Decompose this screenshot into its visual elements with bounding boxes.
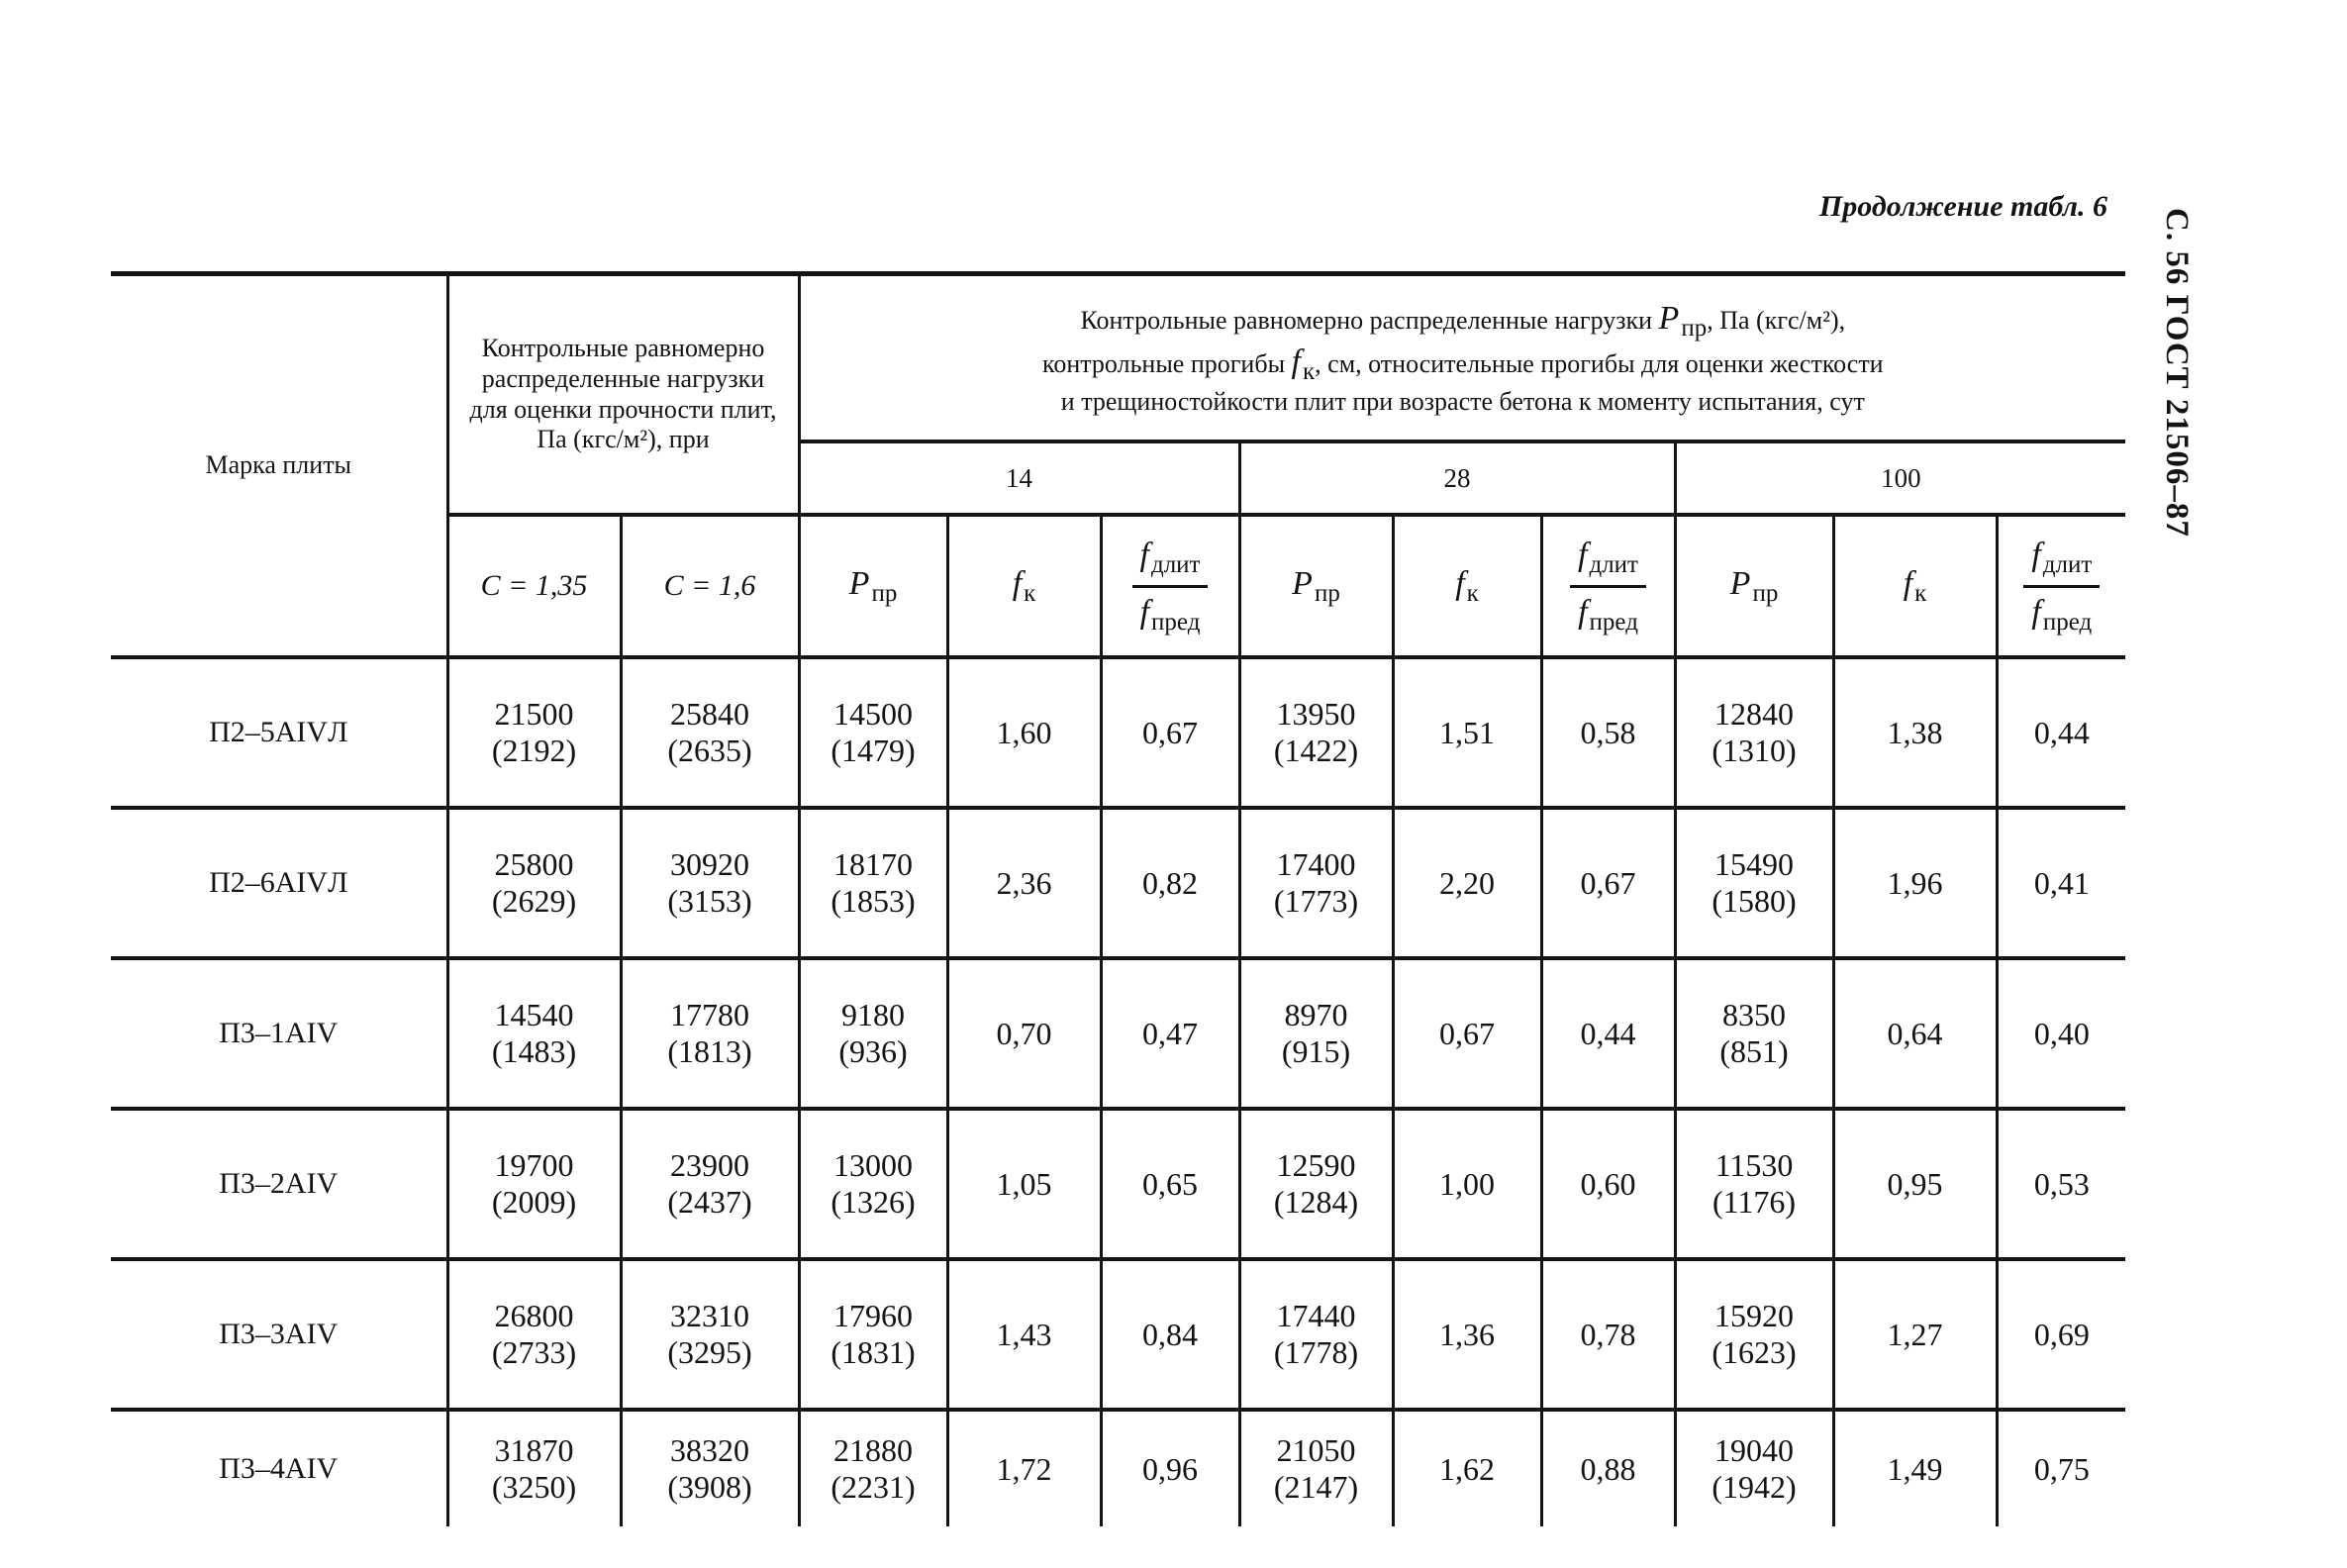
header-rel-100: $\frac{f_{длит}}{f_{пред}}$ <box>1997 515 2125 657</box>
cell-rel100: 0,75 <box>1997 1410 2125 1526</box>
cell-p14: 18170 (1853) <box>799 808 947 958</box>
cell-p14: 17960 (1831) <box>799 1259 947 1410</box>
cell-c16: 25840 (2635) <box>621 657 799 808</box>
cell-rel14: 0,67 <box>1101 657 1239 808</box>
header-fk-100: $f_к$ <box>1833 515 1997 657</box>
cell-fk14: 1,72 <box>947 1410 1101 1526</box>
header-fk-28: $f_к$ <box>1393 515 1541 657</box>
table-row <box>111 958 2125 1109</box>
cell-c16: 23900 (2437) <box>621 1109 799 1259</box>
cell-c135: 21500 (2192) <box>447 657 621 808</box>
cell-c16: 17780 (1813) <box>621 958 799 1109</box>
header-c-16: C = 1,6 <box>621 515 799 657</box>
cell-c16: 32310 (3295) <box>621 1259 799 1410</box>
cell-p14: 21880 (2231) <box>799 1410 947 1526</box>
table-row <box>111 1410 2125 1526</box>
cell-mark: П2–6AIVЛ <box>111 808 447 958</box>
table-row <box>111 657 2125 808</box>
cell-c135: 25800 (2629) <box>447 808 621 958</box>
cell-fk100: 1,96 <box>1833 808 1997 958</box>
table-row <box>111 808 2125 958</box>
cell-fk28: 2,20 <box>1393 808 1541 958</box>
header-strength: Контрольные равномерно распределенные нагрузки для оценки прочности плит, Па (кгс/м²), при <box>447 274 799 516</box>
header-age-14: 14 <box>799 441 1239 515</box>
cell-rel100: 0,41 <box>1997 808 2125 958</box>
cell-rel28: 0,78 <box>1541 1259 1675 1410</box>
cell-p100: 12840 (1310) <box>1675 657 1833 808</box>
cell-rel28: 0,88 <box>1541 1410 1675 1526</box>
header-p-100: $P_{пр}$ <box>1675 515 1833 657</box>
cell-rel100: 0,69 <box>1997 1259 2125 1410</box>
cell-mark: П3–1AIV <box>111 958 447 1109</box>
cell-fk28: 1,36 <box>1393 1259 1541 1410</box>
header-rel-28: $\frac{f_{длит}}{f_{пред}}$ <box>1541 515 1675 657</box>
header-p-28: $P_{пр}$ <box>1239 515 1393 657</box>
header-c-135: C = 1,35 <box>447 515 621 657</box>
cell-p14: 14500 (1479) <box>799 657 947 808</box>
load-test-table <box>111 271 2125 1526</box>
table-row <box>111 1259 2125 1410</box>
cell-fk100: 0,64 <box>1833 958 1997 1109</box>
cell-rel100: 0,44 <box>1997 657 2125 808</box>
table-row <box>111 1109 2125 1259</box>
cell-rel14: 0,82 <box>1101 808 1239 958</box>
cell-fk28: 0,67 <box>1393 958 1541 1109</box>
cell-fk100: 1,38 <box>1833 657 1997 808</box>
cell-p28: 8970 (915) <box>1239 958 1393 1109</box>
cell-fk28: 1,62 <box>1393 1410 1541 1526</box>
cell-fk100: 0,95 <box>1833 1109 1997 1259</box>
cell-p28: 12590 (1284) <box>1239 1109 1393 1259</box>
cell-rel14: 0,84 <box>1101 1259 1239 1410</box>
cell-rel28: 0,58 <box>1541 657 1675 808</box>
cell-fk28: 1,00 <box>1393 1109 1541 1259</box>
cell-p100: 11530 (1176) <box>1675 1109 1833 1259</box>
cell-c16: 38320 (3908) <box>621 1410 799 1526</box>
cell-p100: 19040 (1942) <box>1675 1410 1833 1526</box>
cell-rel28: 0,60 <box>1541 1109 1675 1259</box>
header-rel-14: $\frac{f_{длит}}{f_{пред}}$ <box>1101 515 1239 657</box>
cell-fk28: 1,51 <box>1393 657 1541 808</box>
cell-mark: П3–3AIV <box>111 1259 447 1410</box>
cell-rel14: 0,65 <box>1101 1109 1239 1259</box>
cell-rel100: 0,53 <box>1997 1109 2125 1259</box>
cell-rel28: 0,44 <box>1541 958 1675 1109</box>
page-label: С. 56 ГОСТ 21506–87 <box>2159 208 2195 538</box>
cell-c135: 31870 (3250) <box>447 1410 621 1526</box>
cell-rel28: 0,67 <box>1541 808 1675 958</box>
cell-rel14: 0,47 <box>1101 958 1239 1109</box>
header-age-28: 28 <box>1239 441 1675 515</box>
cell-rel100: 0,40 <box>1997 958 2125 1109</box>
cell-fk14: 1,05 <box>947 1109 1101 1259</box>
table-continuation-caption: Продолжение табл. 6 <box>1818 190 2107 223</box>
cell-c135: 19700 (2009) <box>447 1109 621 1259</box>
header-age-100: 100 <box>1675 441 2125 515</box>
cell-c16: 30920 (3153) <box>621 808 799 958</box>
cell-c135: 14540 (1483) <box>447 958 621 1109</box>
header-p-14: $P_{пр}$ <box>799 515 947 657</box>
p-symbol: $P_{пр}$ <box>1658 299 1708 342</box>
cell-fk14: 2,36 <box>947 808 1101 958</box>
cell-fk100: 1,49 <box>1833 1410 1997 1526</box>
cell-c135: 26800 (2733) <box>447 1259 621 1410</box>
cell-p14: 13000 (1326) <box>799 1109 947 1259</box>
cell-fk14: 1,60 <box>947 657 1101 808</box>
cell-fk14: 1,43 <box>947 1259 1101 1410</box>
header-fk-14: $f_к$ <box>947 515 1101 657</box>
cell-mark: П3–4AIV <box>111 1410 447 1526</box>
cell-p28: 21050 (2147) <box>1239 1410 1393 1526</box>
cell-rel14: 0,96 <box>1101 1410 1239 1526</box>
cell-p100: 15920 (1623) <box>1675 1259 1833 1410</box>
cell-p28: 13950 (1422) <box>1239 657 1393 808</box>
cell-p14: 9180 (936) <box>799 958 947 1109</box>
cell-p28: 17440 (1778) <box>1239 1259 1393 1410</box>
header-group: Контрольные равномерно распределенные нагрузки $P_{пр}$, Па (кгс/м²), контрольные прогибы $f_к$, см, относительные прогибы для оценки жесткости и трещиностойкости плит при возрасте бетона к моменту испытания, сут <box>799 274 2125 442</box>
cell-mark: П2–5AIVЛ <box>111 657 447 808</box>
cell-p28: 17400 (1773) <box>1239 808 1393 958</box>
header-mark: Марка плиты <box>111 274 447 658</box>
cell-p100: 15490 (1580) <box>1675 808 1833 958</box>
fk-symbol: $f_к$ <box>1291 343 1316 386</box>
cell-fk100: 1,27 <box>1833 1259 1997 1410</box>
cell-p100: 8350 (851) <box>1675 958 1833 1109</box>
cell-mark: П3–2AIV <box>111 1109 447 1259</box>
cell-fk14: 0,70 <box>947 958 1101 1109</box>
